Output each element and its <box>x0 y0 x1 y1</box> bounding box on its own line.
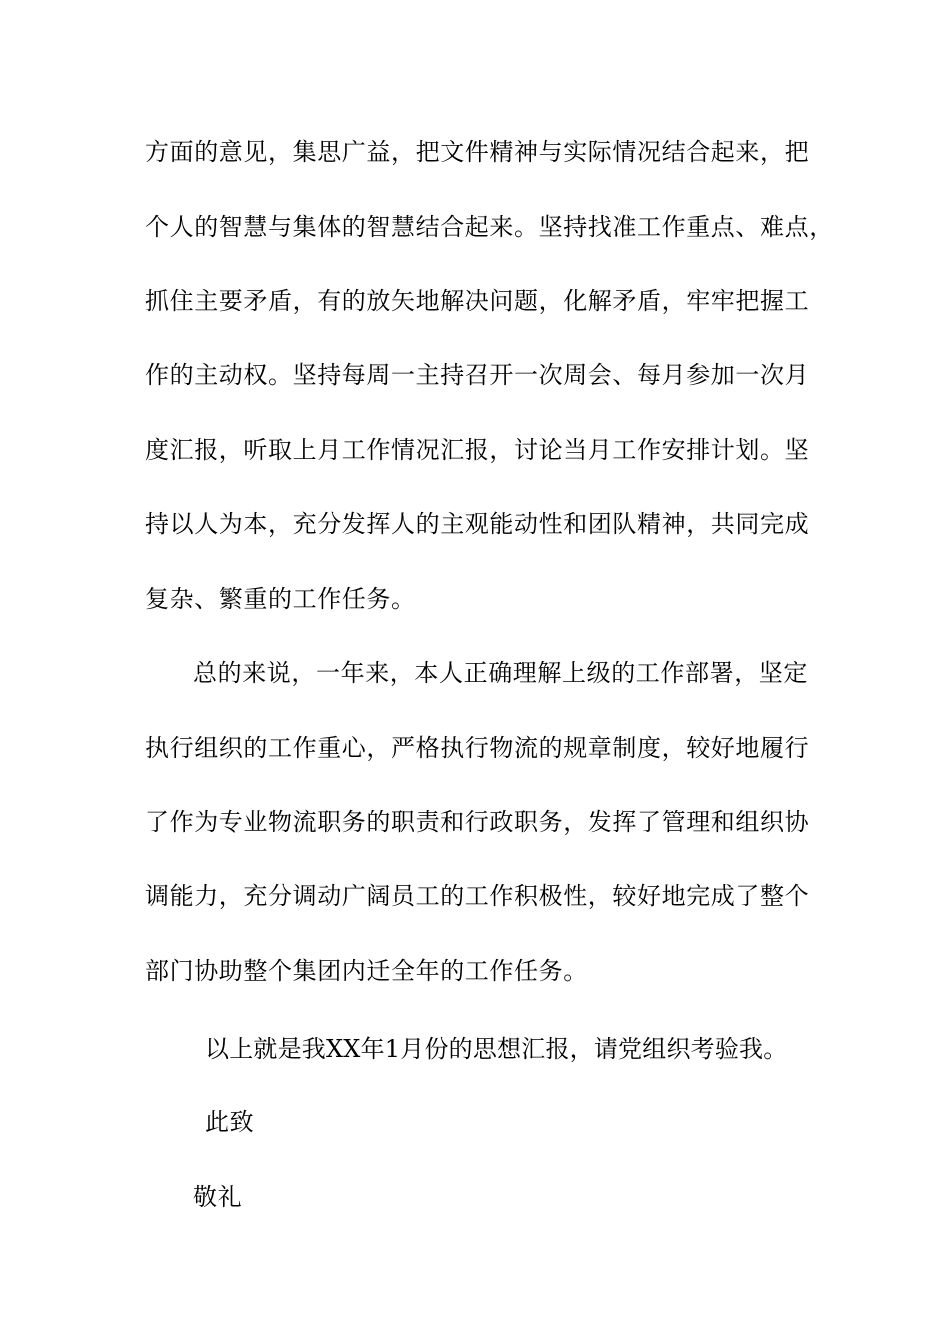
paragraph-1-line-1: 方面的意见，集思广益，把文件精神与实际情况结合起来，把 <box>145 138 810 166</box>
closing-statement: 以上就是我XX年1月份的思想汇报，请党组织考验我。 <box>205 1035 788 1063</box>
paragraph-2-line-1: 总的来说，一年来，本人正确理解上级的工作部署，坚定 <box>193 659 808 687</box>
paragraph-1-line-5: 度汇报，听取上月工作情况汇报，讨论当月工作安排计划。坚 <box>145 436 810 464</box>
paragraph-1-line-2: 个人的智慧与集体的智慧结合起来。坚持找准工作重点、难点， <box>145 213 834 241</box>
paragraph-2-line-3: 了作为专业物流职务的职责和行政职务，发挥了管理和组织协 <box>145 808 810 836</box>
paragraph-2-line-4: 调能力，充分调动广阔员工的工作积极性，较好地完成了整个 <box>145 882 810 910</box>
paragraph-2-line-2: 执行组织的工作重心，严格执行物流的规章制度，较好地履行 <box>145 734 810 762</box>
salutation-ci-zhi: 此致 <box>205 1108 255 1136</box>
paragraph-2-line-5: 部门协助整个集团内迁全年的工作任务。 <box>145 957 588 985</box>
paragraph-1-line-4: 作的主动权。坚持每周一主持召开一次周会、每月参加一次月 <box>145 361 810 389</box>
paragraph-1-line-6: 持以人为本，充分发挥人的主观能动性和团队精神，共同完成 <box>145 510 810 538</box>
salutation-jing-li: 敬礼 <box>193 1183 243 1211</box>
paragraph-1-line-7: 复杂、繁重的工作任务。 <box>145 585 416 613</box>
paragraph-1-line-3: 抓住主要矛盾，有的放矢地解决问题，化解矛盾，牢牢把握工 <box>145 287 810 315</box>
